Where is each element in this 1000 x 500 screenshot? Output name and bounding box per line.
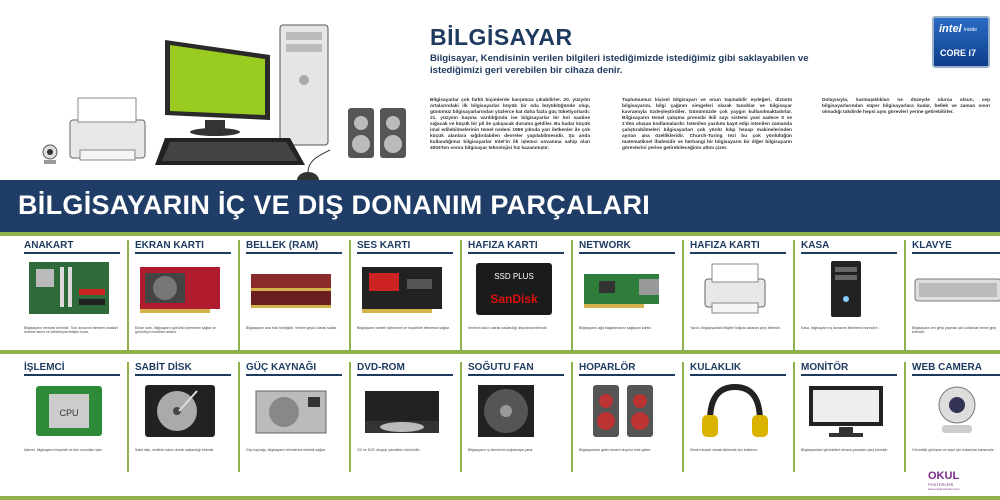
printer-icon	[690, 259, 782, 319]
svg-text:CPU: CPU	[59, 408, 79, 418]
component-description: Kasa, bilgisayarın iç donanım birimlerini barındırır.	[801, 326, 879, 330]
component-card	[801, 240, 911, 330]
component-card	[468, 362, 578, 452]
component-card	[801, 362, 911, 452]
label-underline	[801, 374, 897, 376]
component-description: Bilgisayardaki görüntüleri ekrana yansıtan çıkış birimidir.	[801, 448, 889, 452]
component-label: SABİT DİSK	[135, 362, 192, 373]
component-card	[246, 240, 356, 330]
okul-sub: POSTERLERİ	[928, 482, 954, 487]
component-label: HAFIZA KARTI	[468, 240, 538, 251]
component-description: Bilgisayarın ağa bağlanmasını sağlayan karttır.	[579, 326, 652, 330]
webcam-icon	[43, 145, 57, 164]
component-card	[912, 362, 1000, 452]
paragraph-1: Bilgisayarlar çok farklı biçimlerde karşımıza çıkabilirler. 20. yüzyılın ortalarındaki ilk bilgisayarlar büyük bir oda büyüklüğünde olup, günümüz bilgisayarlarından yüzlerce kat daha fazla güç tüketiyorlardı. 21. yüzyılın başına varıldığında ise bilgisayarlar bir kol saatine sığacak ve küçük bir pil ile çalışacak duruma geldiler. Bu kadar küçük imal edilebilmelerinin temel nedeni 1969 yılında yarı iletkenler ile çok küçük alanlara sığdırılabilen devreler yapılabilmesidir. Şu anda kullandığımız bilgisayarlar Intel'in ilk işlemci unvanına sahip olan 4004'ten sonra bilgisayar teknolojisi hız kazanmıştır.	[430, 98, 590, 151]
component-card	[24, 240, 134, 334]
column-divider	[904, 240, 906, 350]
power-supply-icon	[246, 381, 338, 441]
column-divider	[460, 362, 462, 472]
keyboard-icon	[155, 138, 305, 165]
component-label: KULAKLIK	[690, 362, 742, 373]
intel-inside: inside	[964, 27, 978, 33]
component-label: SES KARTI	[357, 240, 411, 251]
ram-icon	[246, 259, 338, 319]
component-description: Görüntülü görüşme ve kayıt için kullanılan kameradır.	[912, 448, 995, 452]
component-label: İŞLEMCİ	[24, 362, 65, 373]
paragraph-2: Toplumumuz kişisel bilgisayarı ve onun taşınabilir eşdeğeri, dizüstü bilgisayarını, bilgi çağının simgeleri olarak tanıdılar ve bilgisayar kavramıyla özdeşleştirdiler. Günümüzde çok yaygın kullanılmaktadırlar. Bilgisayarın temel çalışma prensibi ikili sayı sistemi yani sadece 0 ve 1'den oluşan kodlamalardır. İstenilen yazılımı kayıt edip istenilen zamanda çalıştırabilmeleri bilgisayarları çok yönlü kılıp hesap makinelerinden ayıran ana özellikleridir. Church-Turing tezi bu çok yönlülüğün matematiksel ifadesidir ve herhangi bir bilgisayarın bir diğer bilgisayarın görevlerini yerine getirebileceğinin altını çizer.	[622, 98, 792, 151]
webcam-icon	[912, 381, 1000, 441]
label-underline	[135, 374, 231, 376]
component-card	[135, 362, 245, 452]
component-card	[357, 240, 467, 330]
component-description: Bilgisayarın sesleri işlemesini ve hoparlöre iletmesini sağlar.	[357, 326, 450, 330]
label-underline	[357, 374, 453, 376]
component-description: İşlemci, bilgisayarın beynidir ve tüm komutları işler.	[24, 448, 103, 452]
keyboard-icon	[912, 259, 1000, 319]
speaker-icon	[579, 381, 671, 441]
component-description: Sesleri kişisel olarak dinlemek için kullanılır.	[690, 448, 758, 452]
label-underline	[579, 374, 675, 376]
monitor-icon	[165, 40, 270, 136]
printer-icon	[70, 98, 145, 160]
column-divider	[460, 240, 462, 350]
svg-text:SanDisk: SanDisk	[490, 292, 538, 306]
dvd-drive-icon	[357, 381, 449, 441]
case-icon	[280, 25, 328, 145]
column-divider	[127, 362, 129, 472]
component-description: Bilgisayarın iç birimlerini soğutmaya yarar.	[468, 448, 534, 452]
case-icon	[801, 259, 893, 319]
headphones-icon	[690, 381, 782, 441]
component-label: NETWORK	[579, 240, 631, 251]
graphics-card-icon	[135, 259, 227, 319]
label-underline	[690, 374, 786, 376]
network-card-icon	[579, 259, 671, 319]
cpu-icon	[24, 381, 116, 441]
component-description: Bilgisayardan gelen sesleri duyulur hale getirir.	[579, 448, 652, 452]
component-label: DVD-ROM	[357, 362, 405, 373]
component-label: WEB CAMERA	[912, 362, 982, 373]
component-card	[912, 240, 1000, 334]
component-card	[246, 362, 356, 452]
column-divider	[238, 362, 240, 472]
component-card	[690, 362, 800, 452]
component-card	[579, 240, 689, 330]
label-underline	[579, 252, 675, 254]
column-divider	[571, 362, 573, 472]
component-description: Verilerin kalıcı olarak saklandığı depolama birimidir.	[468, 326, 548, 330]
component-card	[468, 240, 578, 330]
label-underline	[24, 374, 120, 376]
monitor-icon	[801, 381, 893, 441]
column-divider	[349, 240, 351, 350]
component-description: CD ve DVD okuyup yazabilen sürücüdür.	[357, 448, 421, 452]
divider	[0, 350, 1000, 354]
column-divider	[238, 240, 240, 350]
column-divider	[793, 240, 795, 350]
component-card	[135, 240, 245, 334]
component-description: Sabit disk, verilerin kalıcı olarak saklandığı birimdir.	[135, 448, 215, 452]
okul-brand: OKUL	[928, 470, 960, 482]
column-divider	[127, 240, 129, 350]
page-title: BİLGİSAYAR	[430, 24, 573, 50]
label-underline	[468, 374, 564, 376]
okul-url: www.okulposterleri.com	[928, 487, 960, 491]
label-underline	[135, 252, 231, 254]
label-underline	[912, 252, 1000, 254]
component-label: ANAKART	[24, 240, 74, 251]
component-label: BELLEK (RAM)	[246, 240, 319, 251]
fan-icon	[468, 381, 560, 441]
component-label: KLAVYE	[912, 240, 952, 251]
page-subtitle: Bilgisayar, Kendisinin verilen bilgileri istediğimizde istediğimiz gibi saklayabilen ve istediğimizi geri verebilen bir cihaza denir.	[430, 53, 809, 76]
divider	[0, 496, 1000, 500]
component-description: Yazıcı, bilgisayardaki bilgileri kağıda aktaran çıkış birimidir.	[690, 326, 781, 330]
component-card	[690, 240, 800, 330]
column-divider	[571, 240, 573, 350]
component-label: EKRAN KARTI	[135, 240, 204, 251]
component-description: Güç kaynağı, bilgisayarın birimlerine elektrik sağlar.	[246, 448, 326, 452]
label-underline	[468, 252, 564, 254]
label-underline	[690, 252, 786, 254]
motherboard-icon	[24, 259, 116, 319]
component-description: Bilgisayarın ana hızlı belleğidir. Verileri geçici olarak saklar.	[246, 326, 338, 330]
component-label: GÜÇ KAYNAĞI	[246, 362, 317, 373]
intel-model: CORE i7	[940, 48, 977, 58]
label-underline	[912, 374, 1000, 376]
svg-text:SSD PLUS: SSD PLUS	[494, 272, 534, 281]
intel-brand: intel	[939, 23, 962, 35]
speaker-icon	[348, 108, 406, 158]
label-underline	[357, 252, 453, 254]
computer-setup-illustration	[30, 20, 420, 190]
column-divider	[682, 240, 684, 350]
column-divider	[793, 362, 795, 472]
label-underline	[246, 374, 342, 376]
column-divider	[904, 362, 906, 472]
paragraph-3: Dolayısıyla, karmaşıklıkları ne düzeyde olursa olsun, cep bilgisayarlarından süper bilgisayarlara kadar, bellek ve zaman sınırı olmadığı takdirde hepsi aynı görevleri yerine getirebilirler.	[822, 98, 990, 115]
component-description: Bilgisayara veri girişi yapmak için kullanılan temel giriş birimidir.	[912, 326, 997, 335]
component-label: SOĞUTU FAN	[468, 362, 534, 373]
component-label: KASA	[801, 240, 830, 251]
component-label: HAFIZA KARTI	[690, 240, 760, 251]
sound-card-icon	[357, 259, 449, 319]
column-divider	[682, 362, 684, 472]
component-card	[24, 362, 134, 452]
intel-badge	[932, 16, 990, 68]
component-card	[579, 362, 689, 452]
component-description: Bilgisayarın merkezi birimidir. Tüm donanım birimleri anakart üzerine takılır ve birbirleriyle iletişim kurar.	[24, 326, 118, 335]
section-banner-title: BİLGİSAYARIN İÇ VE DIŞ DONANIM PARÇALARI	[18, 190, 651, 220]
component-card	[357, 362, 467, 452]
label-underline	[246, 252, 342, 254]
divider	[0, 232, 1000, 236]
label-underline	[24, 252, 120, 254]
ssd-icon	[468, 259, 560, 319]
component-label: HOPARLÖR	[579, 362, 636, 373]
okul-logo	[928, 470, 998, 496]
component-label: MONİTÖR	[801, 362, 849, 373]
component-description: Ekran kartı, bilgisayarın görüntü işlemesini sağlar ve görüntüyü monitöre aktarır.	[135, 326, 216, 335]
label-underline	[801, 252, 897, 254]
hard-disk-icon	[135, 381, 227, 441]
column-divider	[349, 362, 351, 472]
